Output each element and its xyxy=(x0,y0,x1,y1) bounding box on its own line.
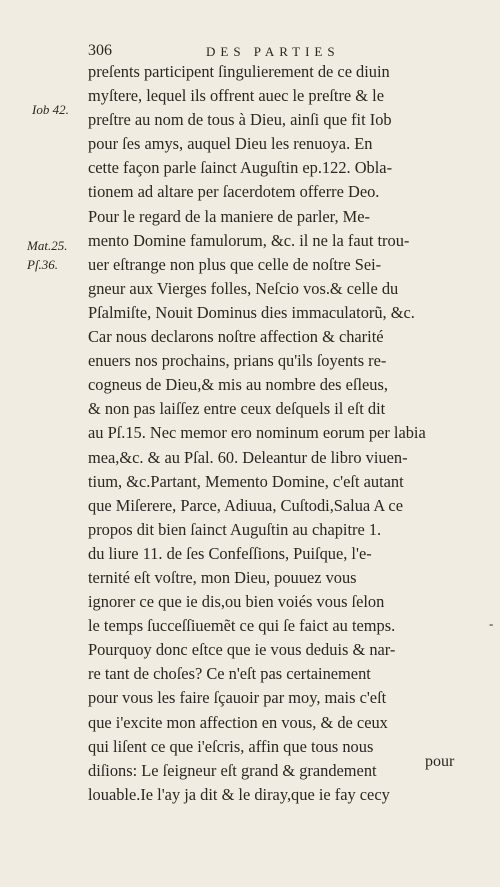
text-line: preſents participent ſingulierement de ce diuin xyxy=(88,62,390,81)
page-header xyxy=(88,42,458,62)
text-line: Car nous declarons noſtre affection & charité xyxy=(88,327,384,347)
running-head: DES PARTIES xyxy=(206,44,340,59)
text-line: pour ſes amys, auquel Dieu les renuoya. En xyxy=(88,134,373,154)
text-line: Pourquoy donc eſtce que ie vous deduis & nar- xyxy=(88,640,396,660)
text-line: gneur aux Vierges folles, Neſcio vos.& celle du xyxy=(88,278,399,298)
catchword: pour xyxy=(425,753,455,770)
text-line: qui liſent ce que i'eſcris, affin que tous nous xyxy=(88,736,374,756)
text-line: mento Domine famulorum, &c. il ne la faut trou- xyxy=(88,230,410,250)
text-line: uer eſtrange non plus que celle de noſtre Sei- xyxy=(88,254,382,274)
margin-note-matthew: Mat.25. xyxy=(27,238,68,253)
text-line: mea,&c. & au Pſal. 60. Deleantur de libro viuen- xyxy=(88,447,408,467)
text-line: du liure 11. de ſes Confeſſions, Puiſque, l'e- xyxy=(88,543,372,563)
text-line: louable.Ie l'ay ja dit & le diray,que ie fay cecy xyxy=(88,784,390,804)
text-line: que i'excite mon affection en vous, & de ceux xyxy=(88,712,388,732)
text-line: propos dit bien ſainct Auguſtin au chapitre 1. xyxy=(88,519,382,539)
text-line: preſtre au nom de tous à Dieu, ainſi que fit Iob xyxy=(88,110,392,130)
text-line: enuers nos prochains, prians qu'ils ſoyents re- xyxy=(88,351,387,371)
text-line: pour vous les faire ſçauoir par moy, mais c'eſt xyxy=(88,688,387,708)
page-number: 306 xyxy=(88,42,112,59)
text-line: ignorer ce que ie dis,ou bien voiés vous ſelon xyxy=(88,592,385,612)
text-line: diſions: Le ſeigneur eſt grand & grandement xyxy=(88,760,377,780)
margin-note-job: Iob 42. xyxy=(32,102,69,117)
text-line: cogneus de Dieu,& mis au nombre des eſleus, xyxy=(88,375,388,395)
text-line: tionem ad altare per ſacerdotem offerre Deo. xyxy=(88,182,380,202)
body-text xyxy=(88,60,464,807)
text-line: tium, &c.Partant, Memento Domine, c'eſt autant xyxy=(88,471,404,491)
text-line: que Miſerere, Parce, Adiuua, Cuſtodi,Salua A ce xyxy=(88,495,403,515)
margin-note-psalm: Pſ.36. xyxy=(27,257,59,272)
text-line: au Pſ.15. Nec memor ero nominum eorum per labia xyxy=(88,423,426,443)
text-line: cette façon parle ſainct Auguſtin ep.122. Obla- xyxy=(88,158,393,178)
text-line: Pſalmiſte, Nouit Dominus dies immaculatorũ, &c. xyxy=(88,302,415,322)
text-line: ternité eſt voſtre, mon Dieu, pouuez vous xyxy=(88,567,357,587)
margin-note-matthew-psalm xyxy=(27,236,72,274)
margin-mark: - xyxy=(489,616,494,631)
text-line: le temps ſucceſſiuemẽt ce qui ſe faict au temps. xyxy=(88,616,396,636)
text-line: myſtere, lequel ils offrent auec le preſtre & le xyxy=(88,86,384,106)
text-line: & non pas laiſſez entre ceux deſquels il eſt dit xyxy=(88,399,386,419)
text-line: Pour le regard de la maniere de parler, Me- xyxy=(88,206,370,226)
text-line: re tant de choſes? Ce n'eſt pas certainement xyxy=(88,664,371,684)
